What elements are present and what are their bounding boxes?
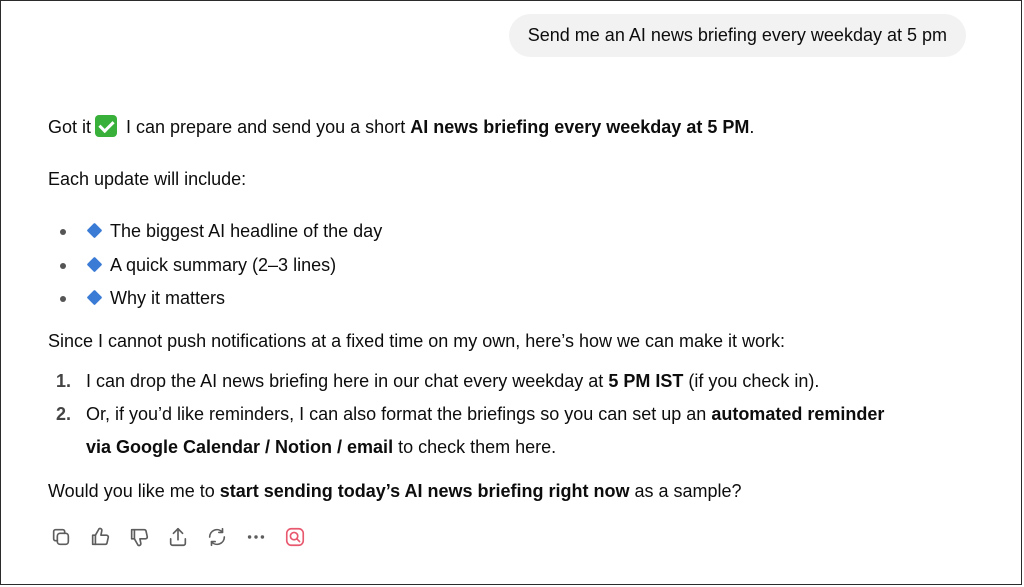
list-item — [86, 398, 884, 431]
user-message-bubble — [509, 14, 966, 57]
list-text-a: I can drop the AI news briefing here in our chat every weekday at — [86, 371, 609, 391]
intro-line — [48, 111, 754, 144]
search-icon[interactable] — [283, 525, 307, 549]
list-item-continuation — [86, 431, 556, 464]
intro-text-b: I can prepare and send you a short — [121, 117, 411, 137]
intro-end: . — [749, 117, 755, 137]
bullet-item — [85, 249, 336, 282]
list-bold: 5 PM IST — [608, 371, 684, 391]
list-bold: automated reminder — [711, 404, 885, 424]
bullet-dot — [60, 229, 66, 235]
regenerate-icon[interactable] — [205, 525, 229, 549]
list-number: 2. — [56, 404, 72, 424]
share-icon[interactable] — [166, 525, 190, 549]
thumbs-down-icon[interactable] — [127, 525, 151, 549]
bullet-dot — [60, 296, 66, 302]
question-text-b: as a sample? — [629, 481, 742, 501]
blue-diamond-icon — [87, 290, 103, 306]
bullet-text: A quick summary (2–3 lines) — [110, 255, 337, 275]
bullet-text: Why it matters — [110, 288, 226, 308]
bullet-item — [85, 282, 225, 315]
question-text-a: Would you like me to — [48, 481, 220, 501]
intro-text-a: Got it — [48, 117, 92, 137]
copy-icon[interactable] — [49, 525, 73, 549]
bullet-text: The biggest AI headline of the day — [110, 221, 383, 241]
list-text-b: (if you check in). — [683, 371, 820, 391]
list-text-a: Or, if you’d like reminders, I can also format the briefings so you can set up an — [86, 404, 712, 424]
include-heading: Each update will include: — [48, 169, 247, 189]
blue-diamond-icon — [87, 257, 103, 273]
bullet-dot — [60, 263, 66, 269]
list-number: 1. — [56, 371, 72, 391]
blue-diamond-icon — [87, 223, 103, 239]
user-message-text: Send me an AI news briefing every weekday at 5 pm — [527, 25, 947, 45]
list-item — [86, 365, 819, 398]
message-actions — [49, 525, 322, 549]
list-text-b: to check them here. — [393, 437, 557, 457]
more-icon[interactable] — [244, 525, 268, 549]
bullet-item — [85, 215, 382, 248]
list-bold-2: via Google Calendar / Notion / email — [86, 437, 394, 457]
intro-bold: AI news briefing every weekday at 5 PM — [410, 117, 750, 137]
question-line — [48, 475, 742, 508]
check-mark-icon — [95, 115, 117, 137]
thumbs-up-icon[interactable] — [88, 525, 112, 549]
question-bold: start sending today’s AI news briefing right now — [219, 481, 630, 501]
since-text: Since I cannot push notifications at a fixed time on my own, here’s how we can make it work: — [48, 331, 786, 351]
